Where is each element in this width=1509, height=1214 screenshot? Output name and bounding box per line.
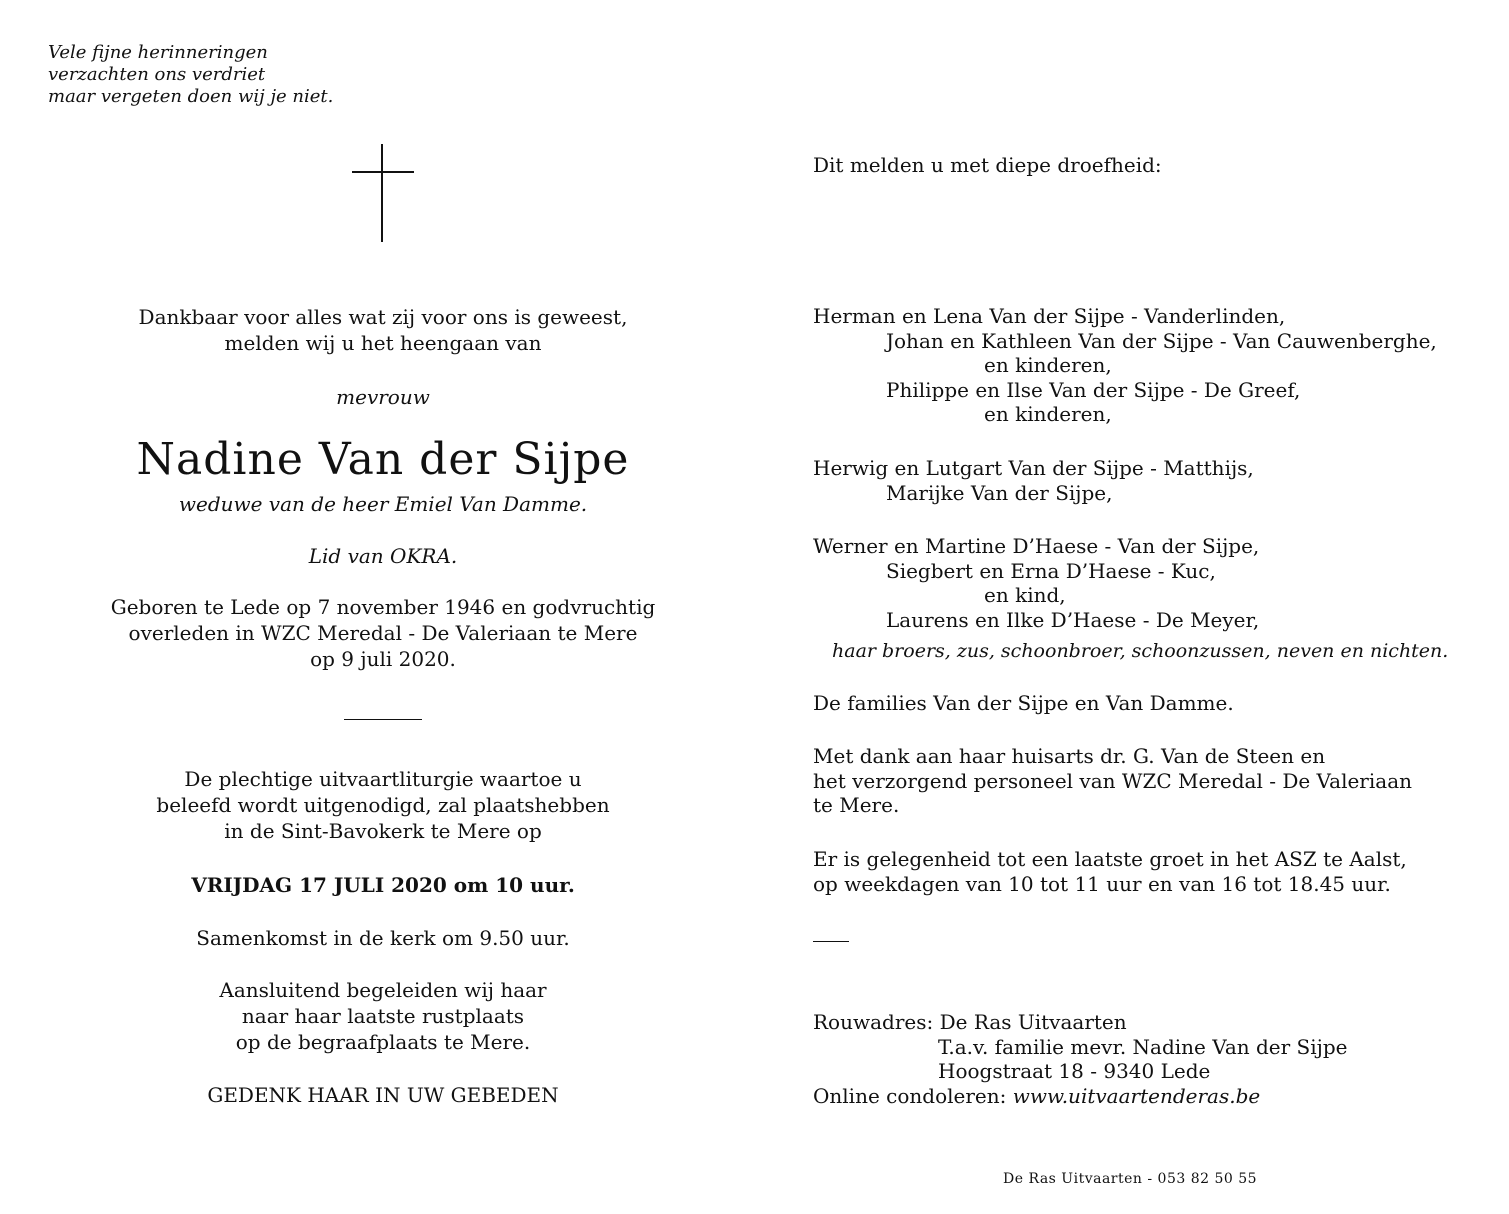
address-line: T.a.v. familie mevr. Nadine Van der Sijpe xyxy=(938,1034,1348,1059)
family-line: Philippe en Ilse Van der Sijpe - De Greef, xyxy=(886,377,1301,402)
family-line: en kind, xyxy=(984,583,1066,607)
cross-icon xyxy=(352,144,414,242)
poem-line: maar vergeten doen wij je niet. xyxy=(48,86,334,107)
address-line: Hoogstraat 18 - 9340 Lede xyxy=(938,1059,1211,1083)
intro-text: Dankbaar voor alles wat zij voor ons is geweest, melden wij u het heengaan van xyxy=(138,305,628,355)
families-line: De families Van der Sijpe en Van Damme. xyxy=(813,691,1234,715)
relatives-line: haar broers, zus, schoonbroer, schoonzussen, neven en nichten. xyxy=(832,640,1449,662)
title-mevrouw: mevrouw xyxy=(336,385,430,409)
address-label: Rouwadres: xyxy=(813,1010,934,1034)
funeral-date: VRIJDAG 17 JULI 2020 om 10 uur. xyxy=(191,873,575,897)
family-line: Werner en Martine D’Haese - Van der Sijpe, xyxy=(813,534,1260,558)
online-label: Online condoleren: xyxy=(813,1083,1007,1108)
family-line: Herwig en Lutgart Van der Sijpe - Matthijs, xyxy=(813,456,1254,480)
family-line: en kinderen, xyxy=(984,402,1112,426)
burial-text: Aansluitend begeleiden wij haar naar haar laatste rustplaats op de begraafplaats te Mere. xyxy=(219,978,547,1054)
family-line: Herman en Lena Van der Sijpe - Vanderlinden, xyxy=(813,304,1286,328)
divider xyxy=(344,719,422,720)
address-name: De Ras Uitvaarten xyxy=(939,1010,1127,1034)
liturgy-text: De plechtige uitvaartliturgie waartoe u beleefd wordt uitgenodigd, zal plaatshebben in de Sint-Bavokerk te Mere op xyxy=(156,767,610,843)
family-group-2 xyxy=(813,456,1254,505)
divider xyxy=(813,941,849,942)
footer-contact: De Ras Uitvaarten - 053 82 50 55 xyxy=(1003,1171,1258,1187)
gathering-time: Samenkomst in de kerk om 9.50 uur. xyxy=(196,926,570,950)
family-group-1 xyxy=(813,304,1437,427)
announcement-line: Dit melden u met diepe droefheid: xyxy=(813,153,1162,177)
membership-line: Lid van OKRA. xyxy=(308,544,458,568)
thanks-text: Met dank aan haar huisarts dr. G. Van de Steen en het verzorgend personeel van WZC Meredal - De Valeriaan te Mere. xyxy=(813,744,1412,817)
family-line: Laurens en Ilke D’Haese - De Meyer, xyxy=(886,607,1260,632)
family-line: Siegbert en Erna D’Haese - Kuc, xyxy=(886,558,1216,583)
poem-line: Vele fijne herinneringen xyxy=(48,42,268,63)
birth-death-text: Geboren te Lede op 7 november 1946 en godvruchtig overleden in WZC Meredal - De Valeriaan te Mere op 9 juli 2020. xyxy=(110,595,656,671)
poem-line: verzachten ons verdriet xyxy=(48,64,266,85)
online-url: www.uitvaartenderas.be xyxy=(1012,1083,1261,1108)
widow-line: weduwe van de heer Emiel Van Damme. xyxy=(178,492,588,516)
last-greeting-text: Er is gelegenheid tot een laatste groet in het ASZ te Aalst, op weekdagen van 10 tot 11 uur en van 16 tot 18.45 uur. xyxy=(813,847,1407,896)
family-line: Marijke Van der Sijpe, xyxy=(886,480,1113,505)
mourning-address xyxy=(813,1010,1348,1108)
family-line: Johan en Kathleen Van der Sijpe - Van Cauwenberghe, xyxy=(886,328,1437,353)
prayer-line: GEDENK HAAR IN UW GEBEDEN xyxy=(207,1083,559,1107)
family-line: en kinderen, xyxy=(984,353,1112,377)
poem xyxy=(48,42,333,108)
family-group-3 xyxy=(813,534,1259,632)
deceased-name: Nadine Van der Sijpe xyxy=(136,434,630,485)
